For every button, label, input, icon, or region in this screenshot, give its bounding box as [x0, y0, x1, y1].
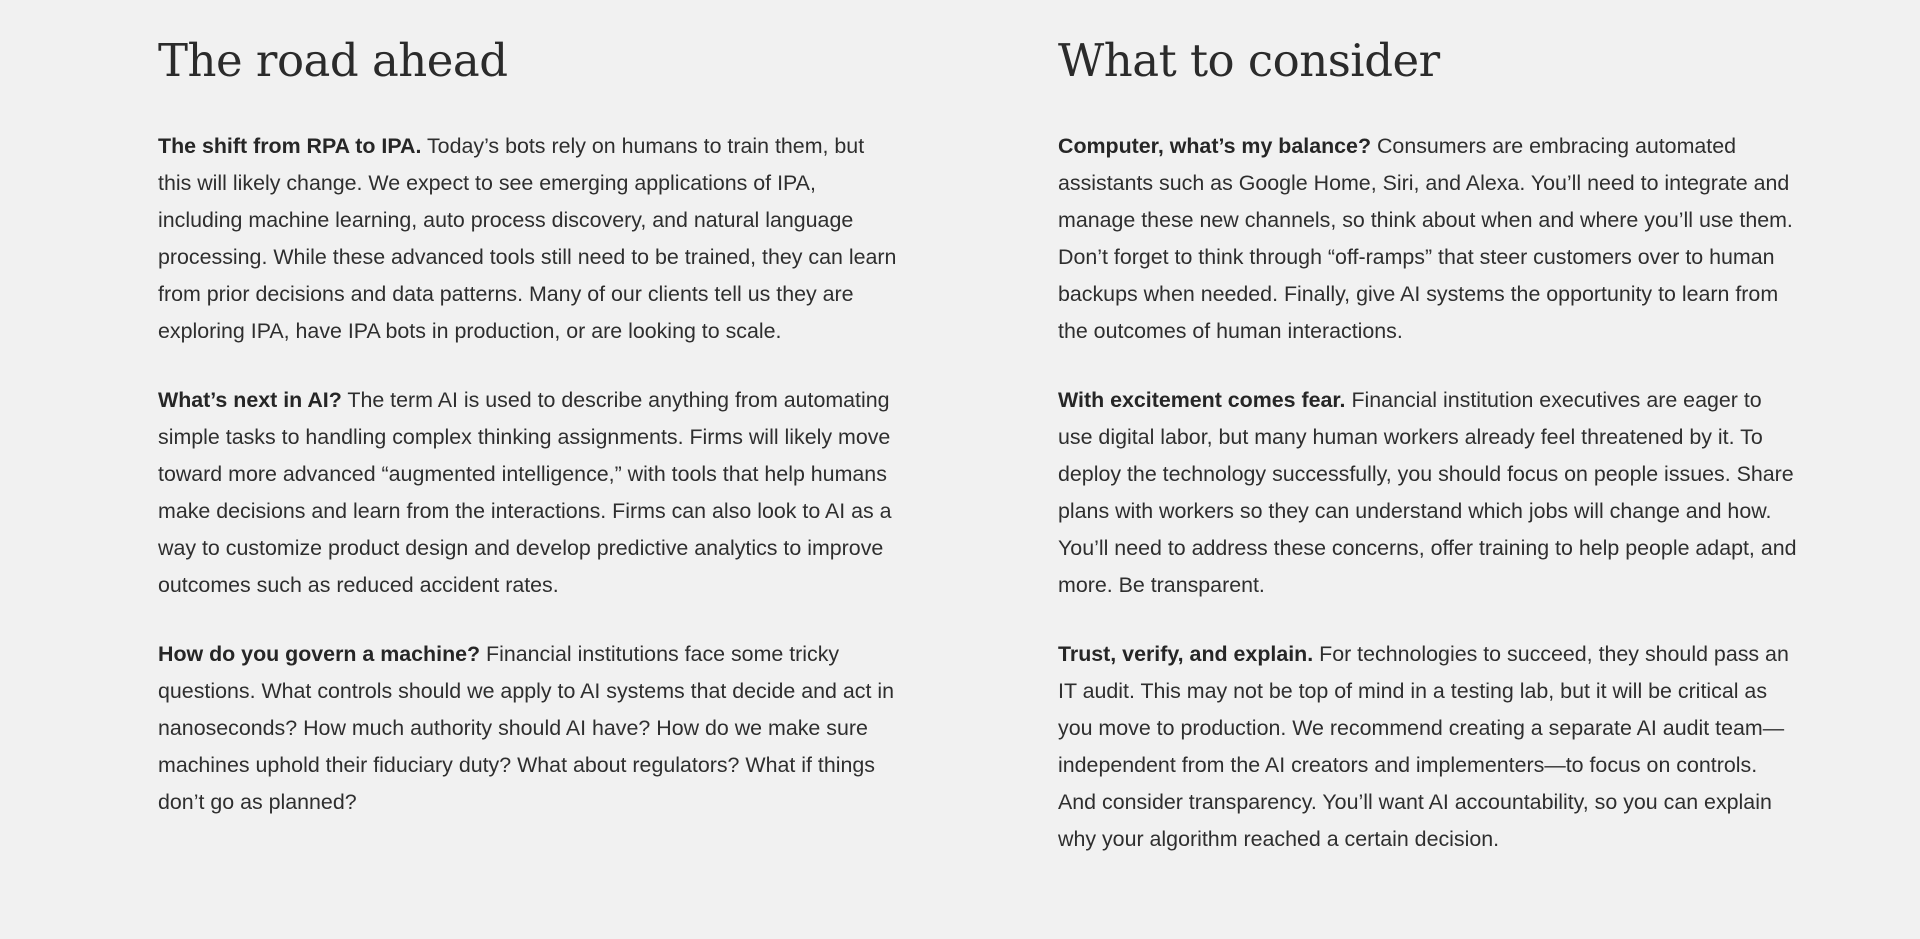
balance-title: Computer, what’s my balance? [1058, 134, 1372, 158]
excitement-fear-body: Financial institution executives are eager to use digital labor, but many human workers already feel threatened by it. To deploy the technology successfully, you should focus on people issues. Share plans with workers so they can understand which jobs will change and how. You’ll need to address these concerns, offer training to help people adapt, and more. Be transparent. [1058, 388, 1797, 597]
trust-verify-paragraph [1058, 636, 1798, 858]
rpa-to-ipa-body: Today’s bots rely on humans to train them, but this will likely change. We expect to see emerging applications of IPA, including machine learning, auto process discovery, and natural language processing. While these advanced tools still need to be trained, they can learn from prior decisions and data patterns. Many of our clients tell us they are exploring IPA, have IPA bots in production, or are looking to scale. [158, 134, 897, 343]
rpa-to-ipa-title: The shift from RPA to IPA. [158, 134, 422, 158]
rpa-to-ipa-paragraph [158, 128, 898, 350]
trust-verify-body: For technologies to succeed, they should pass an IT audit. This may not be top of mind in a testing lab, but it will be critical as you move to production. We recommend creating a separate AI audit team—independent from the AI creators and implementers—to focus on controls. And consider transparency. You’ll want AI accountability, so you can explain why your algorithm reached a certain decision. [1058, 642, 1789, 851]
what-to-consider-heading: What to consider [1058, 34, 1440, 87]
road-ahead-heading: The road ahead [158, 34, 508, 87]
excitement-fear-paragraph [1058, 382, 1798, 604]
govern-machine-title: How do you govern a machine? [158, 642, 481, 666]
govern-machine-body: Financial institutions face some tricky questions. What controls should we apply to AI systems that decide and act in nanoseconds? How much authority should AI have? How do we make sure machines uphold their fiduciary duty? What about regulators? What if things don’t go as planned? [158, 642, 895, 814]
road-ahead-column [158, 0, 898, 821]
trust-verify-title: Trust, verify, and explain. [1058, 642, 1314, 666]
excitement-fear-title: With excitement comes fear. [1058, 388, 1346, 412]
balance-paragraph [1058, 128, 1798, 350]
what-to-consider-column [1058, 0, 1798, 858]
whats-next-in-ai-body: The term AI is used to describe anything from automating simple tasks to handling complex thinking assignments. Firms will likely move toward more advanced “augmented intelligence,” with tools that help humans make decisions and learn from the interactions. Firms can also look to AI as a way to customize product design and develop predictive analytics to improve outcomes such as reduced accident rates. [158, 388, 892, 597]
whats-next-in-ai-title: What’s next in AI? [158, 388, 342, 412]
govern-machine-paragraph [158, 636, 898, 821]
whats-next-in-ai-paragraph [158, 382, 898, 604]
balance-body: Consumers are embracing automated assistants such as Google Home, Siri, and Alexa. You’ll need to integrate and manage these new channels, so think about when and where you’ll use them. Don’t forget to think through “off-ramps” that steer customers over to human backups when needed. Finally, give AI systems the opportunity to learn from the outcomes of human interactions. [1058, 134, 1793, 343]
